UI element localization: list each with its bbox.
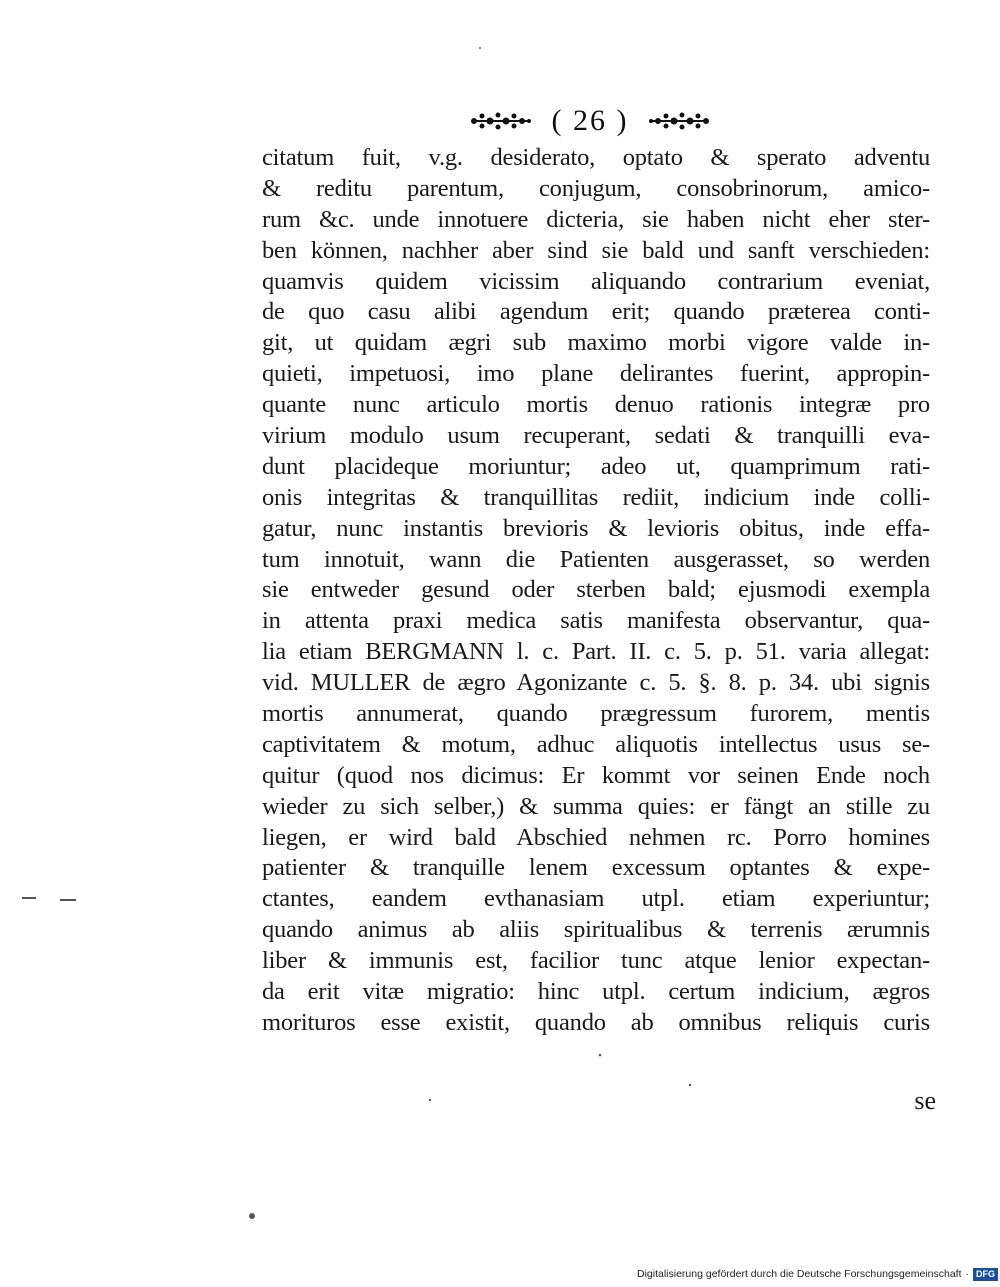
- text-line: git, ut quidam ægri sub maximo morbi vigore valde in-: [262, 329, 930, 357]
- text-line: patienter & tranquille lenem excessum optantes & expe-: [262, 854, 930, 882]
- text-line: captivitatem & motum, adhuc aliquotis intellectus usus se-: [262, 730, 930, 758]
- speck: [429, 1099, 431, 1101]
- fleuron-ornament-left-icon: [468, 110, 534, 132]
- footer-credit: [637, 1267, 998, 1281]
- page-number: ( 26 ): [551, 104, 629, 137]
- text-line: ben können, nachher aber sind sie bald und sanft verschieden:: [262, 236, 930, 264]
- body-text: [262, 143, 930, 1039]
- text-line: gatur, nunc instantis brevioris & levioris obitus, inde effa-: [262, 514, 930, 542]
- text-line: lia etiam BERGMANN l. c. Part. II. c. 5. p. 51. varia allegat:: [262, 638, 930, 666]
- text-line: tum innotuit, wann die Patienten ausgerasset, so werden: [262, 545, 930, 573]
- text-line: onis integritas & tranquillitas rediit, indicium inde colli-: [262, 483, 930, 511]
- speck: [249, 1213, 255, 1219]
- text-line: quitur (quod nos dicimus: Er kommt vor seinen Ende noch: [262, 761, 930, 789]
- speck: [599, 1054, 602, 1057]
- text-line: quante nunc articulo mortis denuo rationis integræ pro: [262, 391, 930, 419]
- text-line: quieti, impetuosi, imo plane delirantes fuerint, appropin-: [262, 360, 930, 388]
- text-line: quamvis quidem vicissim aliquando contrarium eveniat,: [262, 267, 930, 295]
- speck: [689, 1084, 691, 1086]
- text-line: de quo casu alibi agendum erit; quando præterea conti-: [262, 298, 930, 326]
- text-line: liber & immunis est, facilior tunc atque lenior expectan-: [262, 947, 930, 975]
- page-header: [440, 96, 740, 146]
- text-line: mortis annumerat, quando prægressum furorem, mentis: [262, 700, 930, 728]
- text-line: quando animus ab aliis spiritualibus & terrenis ærumnis: [262, 916, 930, 944]
- text-line: liegen, er wird bald Abschied nehmen rc. Porro homines: [262, 823, 930, 851]
- credit-text: Digitalisierung gefördert durch die Deutsche Forschungsgemeinschaft: [636, 1268, 962, 1280]
- text-line: wieder zu sich selber,) & summa quies: er fängt an stille zu: [262, 792, 930, 820]
- text-line: sie entweder gesund oder sterben bald; ejusmodi exempla: [262, 576, 930, 604]
- text-line: & reditu parentum, conjugum, consobrinorum, amico-: [262, 174, 930, 202]
- text-line: citatum fuit, v.g. desiderato, optato & sperato adventu: [262, 144, 930, 171]
- text-line: ctantes, eandem evthanasiam utpl. etiam experiuntur;: [262, 885, 930, 913]
- text-line: in attenta praxi medica satis manifesta observantur, qua-: [262, 607, 930, 635]
- speck: [22, 897, 36, 899]
- text-line: vid. MULLER de ægro Agonizante c. 5. §. 8. p. 34. ubi signis: [262, 669, 930, 697]
- text-line: dunt placideque moriuntur; adeo ut, quamprimum rati-: [262, 452, 930, 480]
- text-line: virium modulo usum recuperant, sedati & tranquilli eva-: [262, 422, 930, 450]
- speck: [60, 899, 76, 901]
- text-line: rum &c. unde innotuere dicteria, sie haben nicht eher ster-: [262, 205, 930, 233]
- text-line: morituros esse existit, quando ab omnibus reliquis curis: [262, 1008, 930, 1036]
- separator: ·: [965, 1268, 969, 1280]
- text-line: da erit vitæ migratio: hinc utpl. certum indicium, ægros: [262, 978, 930, 1006]
- speck: [479, 47, 481, 49]
- catchword: se: [914, 1086, 936, 1115]
- dfg-logo: DFG: [973, 1268, 998, 1281]
- fleuron-ornament-right-icon: [646, 110, 712, 132]
